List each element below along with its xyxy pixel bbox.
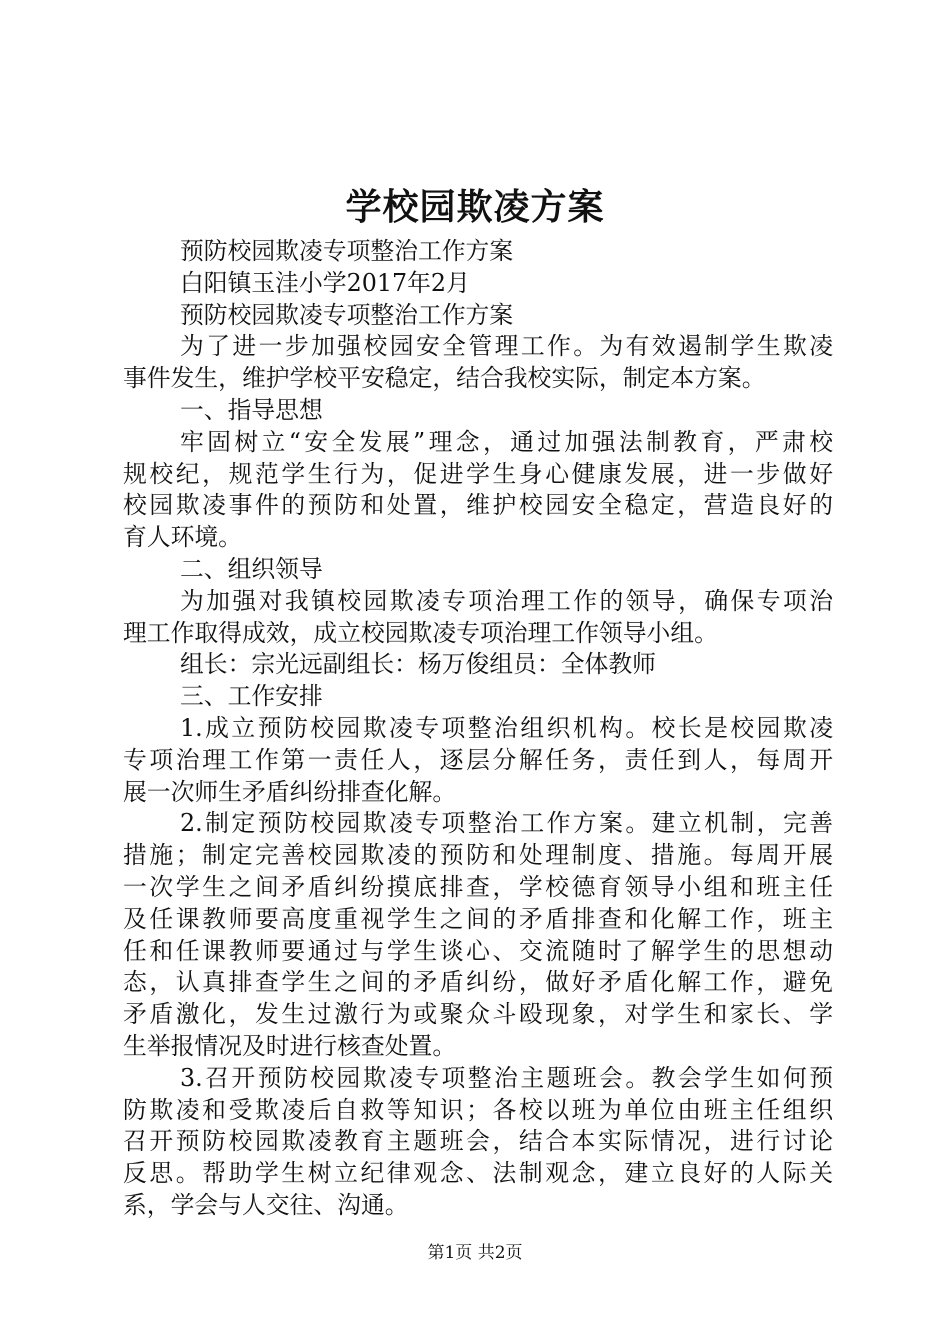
paragraph-line: 系，学会与人交往、沟通。 bbox=[123, 1190, 409, 1219]
paragraph-line: 事件发生，维护学校平安稳定，结合我校实际，制定本方案。 bbox=[123, 364, 766, 393]
leaders-line: 组长：宗光远副组长：杨万俊组员：全体教师 bbox=[180, 650, 656, 679]
section-heading: 一、指导思想 bbox=[180, 395, 323, 424]
paragraph-line: 1.成立预防校园欺凌专项整治组织机构。校长是校园欺凌 bbox=[180, 713, 833, 742]
document-title: 学校园欺凌方案 bbox=[345, 186, 605, 228]
paragraph-line: 2.制定预防校园欺凌专项整治工作方案。建立机制，完善 bbox=[180, 809, 833, 838]
paragraph-line: 为加强对我镇校园欺凌专项治理工作的领导，确保专项治 bbox=[180, 586, 833, 615]
paragraph-line: 规校纪，规范学生行为，促进学生身心健康发展，进一步做好 bbox=[123, 459, 833, 488]
paragraph-line: 矛盾激化，发生过激行为或聚众斗殴现象，对学生和家长、学 bbox=[123, 1000, 833, 1029]
document-body bbox=[123, 236, 833, 1222]
paragraph-line: 任和任课教师要通过与学生谈心、交流随时了解学生的思想动 bbox=[123, 936, 833, 965]
paragraph-line: 育人环境。 bbox=[123, 523, 242, 552]
section-heading: 二、组织领导 bbox=[180, 554, 323, 583]
page-footer: 第1页 共2页 bbox=[427, 1243, 523, 1263]
paragraph-line: 专项治理工作第一责任人，逐层分解任务，责任到人，每周开 bbox=[123, 745, 833, 774]
subtitle-line: 预防校园欺凌专项整治工作方案 bbox=[180, 300, 514, 329]
paragraph-line: 为了进一步加强校园安全管理工作。为有效遏制学生欺凌 bbox=[180, 332, 833, 361]
paragraph-line: 牢固树立“安全发展”理念，通过加强法制教育，严肃校 bbox=[180, 427, 833, 456]
paragraph-line: 召开预防校园欺凌教育主题班会，结合本实际情况，进行讨论 bbox=[123, 1127, 833, 1156]
subtitle-line: 预防校园欺凌专项整治工作方案 bbox=[180, 237, 514, 265]
paragraph-line: 防欺凌和受欺凌后自救等知识；各校以班为单位由班主任组织 bbox=[123, 1095, 833, 1124]
paragraph-line: 生举报情况及时进行核查处置。 bbox=[123, 1031, 457, 1060]
paragraph-line: 3.召开预防校园欺凌专项整治主题班会。教会学生如何预 bbox=[180, 1063, 833, 1092]
paragraph-line: 反思。帮助学生树立纪律观念、法制观念，建立良好的人际关 bbox=[123, 1159, 833, 1188]
section-heading: 三、工作安排 bbox=[180, 682, 323, 711]
paragraph-line: 一次学生之间矛盾纠纷摸底排查，学校德育领导小组和班主任 bbox=[123, 872, 833, 901]
paragraph-line: 校园欺凌事件的预防和处置，维护校园安全稳定，营造良好的 bbox=[123, 491, 833, 520]
paragraph-line: 措施；制定完善校园欺凌的预防和处理制度、措施。每周开展 bbox=[123, 841, 833, 870]
paragraph-line: 理工作取得成效，成立校园欺凌专项治理工作领导小组。 bbox=[123, 618, 718, 647]
paragraph-line: 及任课教师要高度重视学生之间的矛盾排查和化解工作，班主 bbox=[123, 904, 833, 933]
paragraph-line: 展一次师生矛盾纠纷排查化解。 bbox=[123, 777, 457, 806]
school-date-line: 白阳镇玉洼小学2017年2月 bbox=[180, 268, 470, 297]
paragraph-line: 态，认真排查学生之间的矛盾纠纷，做好矛盾化解工作，避免 bbox=[123, 968, 833, 997]
